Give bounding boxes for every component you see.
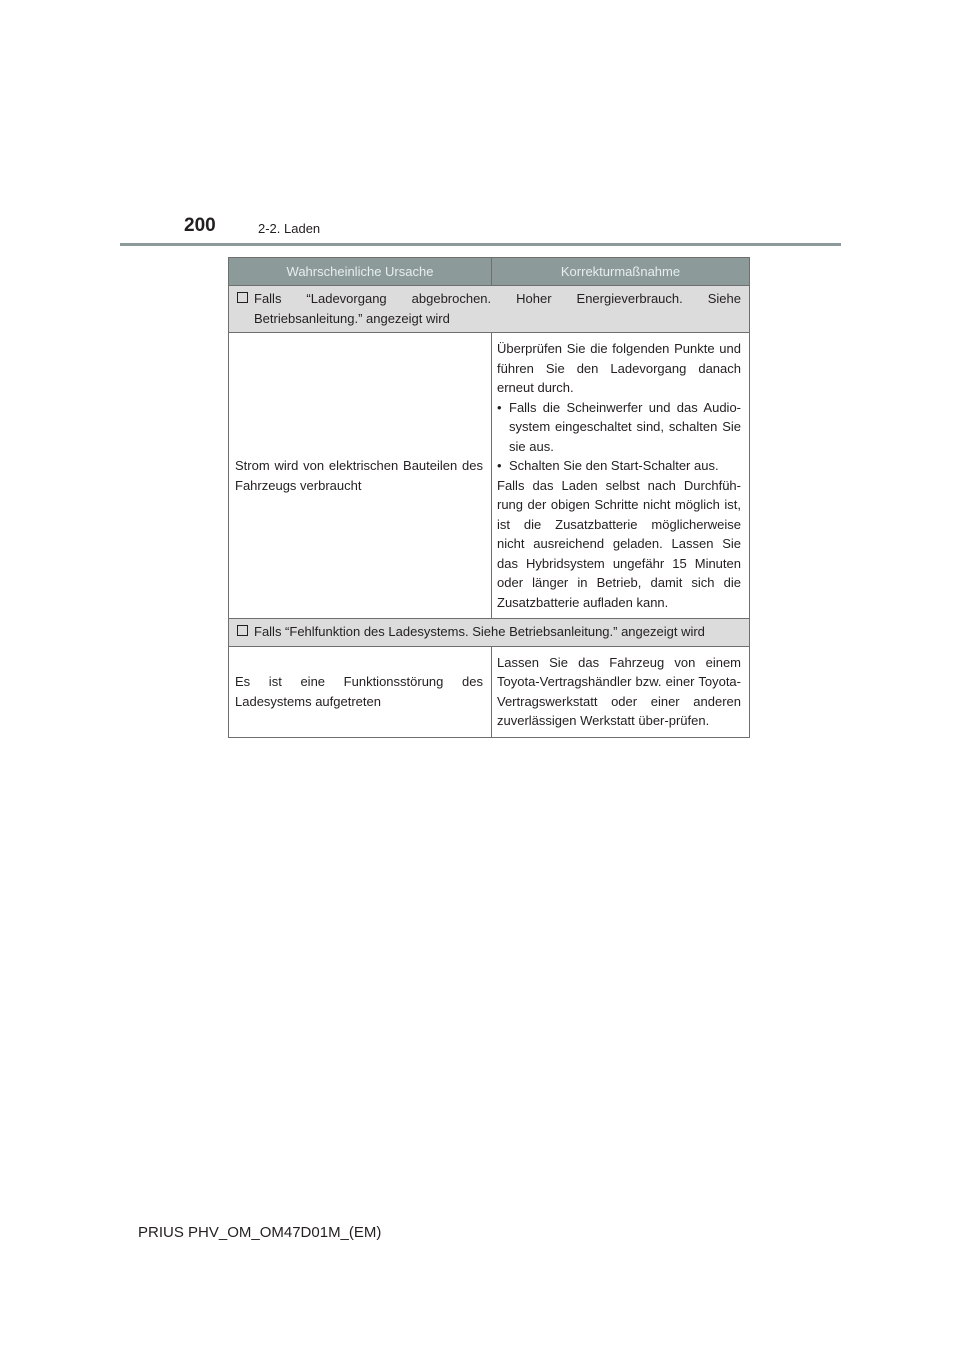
- bullet-text: Falls die Scheinwerfer und das Audio-system eingeschaltet sind, schalten Sie sie aus.: [509, 399, 741, 454]
- group-title: Falls “Fehlfunktion des Ladesystems. Siehe Betriebsanleitung.” angezeigt wird: [254, 624, 705, 639]
- list-item: [497, 398, 741, 457]
- checkbox-square-icon: [237, 625, 248, 636]
- table-row: [229, 646, 750, 737]
- bullet-icon: •: [497, 399, 502, 415]
- header-rule: [120, 243, 841, 246]
- bullet-text: Schalten Sie den Start-Schalter aus.: [509, 458, 719, 473]
- group-title: Falls “Ladevorgang abgebrochen. Hoher Energieverbrauch. Siehe Betriebsanleitung.” angezeigt wird: [254, 291, 741, 326]
- cause-cell: Strom wird von elektrischen Bauteilen des Fahrzeugs verbraucht: [229, 333, 492, 619]
- footer-document-code: PRIUS PHV_OM_OM47D01M_(EM): [138, 1224, 382, 1241]
- column-header-action: Korrekturmaßnahme: [492, 258, 750, 286]
- group-row: [229, 619, 750, 647]
- group-row: [229, 286, 750, 333]
- bullet-icon: •: [497, 458, 502, 473]
- table-header-row: [229, 258, 750, 286]
- action-cell: [492, 333, 750, 619]
- list-item: [497, 456, 741, 476]
- table-row: [229, 333, 750, 619]
- column-header-cause: Wahrscheinliche Ursache: [229, 258, 492, 286]
- cause-cell: Es ist eine Funktionsstörung des Ladesystems aufgetreten: [229, 646, 492, 737]
- action-cell: Lassen Sie das Fahrzeug von einem Toyota-Vertragshändler bzw. einer Toyota-Vertragswerkstatt oder einer anderen zuverlässigen Werkstatt über-prüfen.: [492, 646, 750, 737]
- action-intro: Überprüfen Sie die folgenden Punkte und führen Sie den Ladevorgang danach erneut durch.: [497, 341, 741, 395]
- checkbox-square-icon: [237, 292, 248, 303]
- group-title-cell: [229, 286, 750, 333]
- troubleshooting-table: [228, 257, 750, 738]
- section-title: 2-2. Laden: [258, 221, 321, 236]
- group-title-cell: [229, 619, 750, 647]
- page-number: 200: [184, 215, 216, 236]
- action-outro: Falls das Laden selbst nach Durchfüh-rung der obigen Schritte nicht möglich ist, ist die Zusatzbatterie möglicherweise nicht ausreichend geladen. Lassen Sie das Hybridsystem ungefähr 15 Minuten oder länger in Betrieb, damit sich die Zusatzbatterie aufladen kann.: [497, 477, 741, 610]
